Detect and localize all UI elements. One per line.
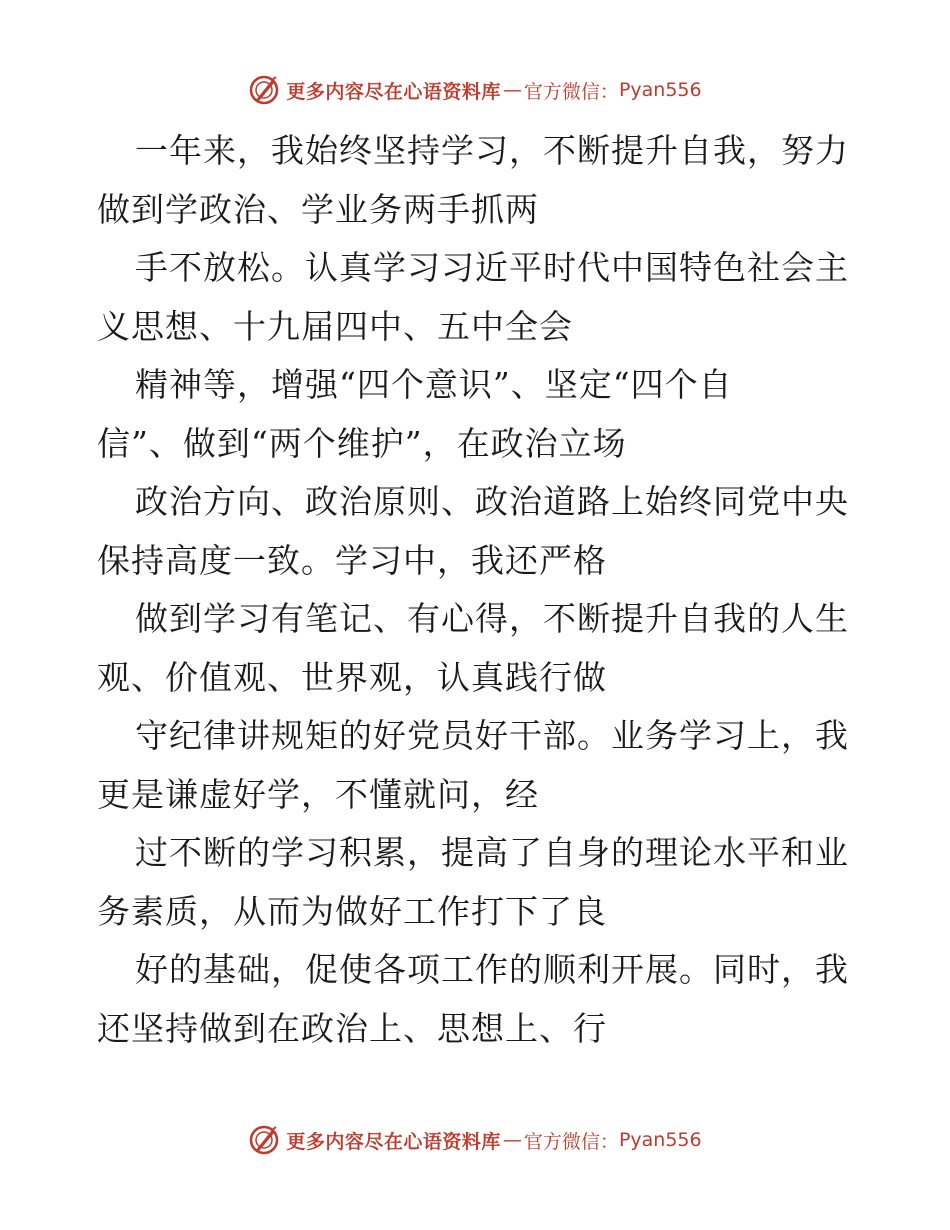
document-body [97, 122, 857, 1058]
body-line: 过不断的学习积累，提高了自身的理论水平和业 [135, 833, 849, 872]
quill-pen-logo-icon [248, 1124, 280, 1156]
body-line: 务素质，从而为做好工作打下了良 [97, 891, 607, 931]
quill-pen-logo-icon [248, 74, 280, 106]
footer-banner [0, 1120, 950, 1160]
wechat-label: 官方微信： [523, 80, 619, 103]
wechat-id: Pyan556 [618, 79, 702, 101]
banner-dash: — [502, 79, 522, 101]
body-line: 保持高度一致。学习中，我还严格 [97, 540, 607, 580]
body-line: 观、价值观、世界观，认真践行做 [97, 657, 607, 697]
body-line: 精神等，增强“四个意识”、坚定“四个自 [135, 365, 733, 404]
wechat-id: Pyan556 [618, 1129, 702, 1151]
body-line: 一年来，我始终坚持学习，不断提升自我，努力 [135, 131, 849, 170]
header-banner [0, 70, 950, 110]
body-line: 更是谦虚好学，不懂就问，经 [97, 774, 539, 814]
site-name: 更多内容尽在心语资料库 [286, 1130, 501, 1153]
body-line: 守纪律讲规矩的好党员好干部。业务学习上，我 [135, 716, 849, 755]
body-line: 好的基础，促使各项工作的顺利开展。同时，我 [135, 950, 849, 989]
banner-dash: — [502, 1129, 522, 1151]
body-line: 义思想、十九届四中、五中全会 [97, 306, 573, 346]
body-line: 手不放松。认真学习习近平时代中国特色社会主 [135, 248, 849, 287]
body-line: 做到学政治、学业务两手抓两 [97, 189, 539, 229]
site-name: 更多内容尽在心语资料库 [286, 80, 501, 103]
wechat-label: 官方微信： [523, 1130, 619, 1153]
body-line: 还坚持做到在政治上、思想上、行 [97, 1008, 607, 1048]
body-line: 做到学习有笔记、有心得，不断提升自我的人生 [135, 599, 849, 638]
body-line: 政治方向、政治原则、政治道路上始终同党中央 [135, 482, 849, 521]
body-line: 信”、做到“两个维护”，在政治立场 [97, 423, 627, 463]
